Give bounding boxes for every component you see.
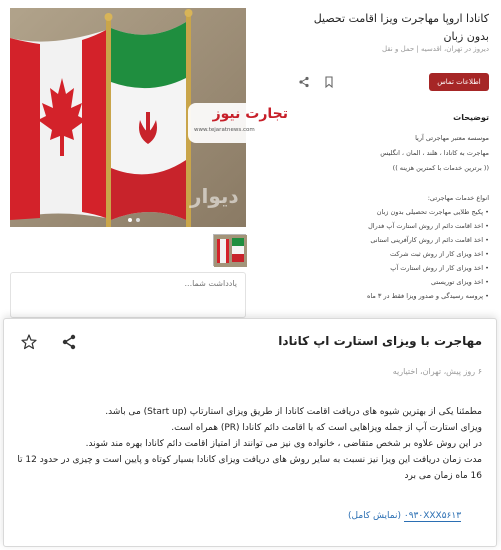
description-line: • اخذ ویزای کار از روش ثبت شرکت [390, 250, 489, 258]
share-icon[interactable] [297, 74, 311, 88]
listing-meta: دیروز در تهران، اقدسیه | حمل و نقل [381, 45, 489, 53]
watermark-brand: تجارت نیوز [212, 106, 288, 122]
description-line: (( برترین خدمات با کمترین هزینه )) [392, 164, 489, 172]
card-title: مهاجرت با ویزای استارت اپ کانادا [278, 334, 482, 348]
carousel-dot-active[interactable] [128, 218, 132, 222]
body-paragraph: مدت زمان دریافت این ویزا نیز نسبت به سایر روش های دریافت ویزای کانادا بسیار کوتاه و پایین است و چیزی در حدود 12 تا 16 ماه زمان می برد [17, 455, 482, 481]
description-line: • اخذ ویزای کار از روش استارت آپ [390, 264, 489, 272]
bookmark-icon[interactable] [322, 74, 336, 88]
description-heading: توضیحات [453, 113, 489, 122]
card-body [16, 404, 482, 484]
description-line: • اخذ ویزای توریستی [431, 278, 489, 286]
photo-thumbnail[interactable] [213, 234, 246, 266]
watermark-url: www.tejaratnews.com [194, 127, 255, 133]
description-line: • اخذ اقامت دائم از روش استارت آپ فدرال [368, 222, 489, 230]
description-line: انواع خدمات مهاجرتی: [427, 194, 489, 202]
phone-row [348, 511, 461, 521]
listing-title: کانادا اروپا مهاجرت ویزا اقامت تحصیل بدون زبان [313, 12, 489, 43]
body-paragraph: ویزای استارت آپ از جمله ویزاهایی است که با اقامت دائم کانادا (PR) همراه است. [171, 423, 482, 433]
star-icon[interactable] [20, 333, 38, 351]
card-meta: ۶ روز پیش، تهران، اختیاریه [392, 367, 482, 376]
thumbnail-image [214, 235, 247, 267]
body-paragraph: مطمئنا یکی از بهترین شیوه های دریافت اقامت کانادا از طریق ویزای استارتاپ (Start up) می باشد. [105, 407, 482, 417]
note-input[interactable] [11, 273, 245, 317]
ad-card[interactable] [3, 318, 497, 547]
carousel-dot[interactable] [136, 218, 140, 222]
description-line: • اخذ اقامت دائم از روش کارآفرینی استانی [370, 236, 489, 244]
description-line: موسسه معتبر مهاجرتی آریا [415, 134, 489, 142]
contact-info-button[interactable]: اطلاعات تماس [429, 73, 489, 91]
note-box[interactable] [10, 272, 246, 318]
description-line: • پکیج طلایی مهاجرت تحصیلی بدون زبان [376, 208, 489, 216]
description-line: مهاجرت به کانادا ، هلند ، المان ، انگلیس [380, 149, 489, 157]
share-icon[interactable] [60, 333, 78, 351]
show-full-link[interactable]: (نمایش کامل) [348, 511, 401, 521]
phone-number[interactable]: ۰۹۳۰XXX۵۶۱۳ [403, 511, 462, 521]
body-paragraph: در این روش علاوه بر شخص متقاضی ، خانواده وی نیز می توانند از امتیاز اقامت دائم کانادا بهره مند شوند. [85, 439, 482, 449]
description-line: • پروسه رسیدگی و صدور ویزا فقط در ۳ ماه [366, 292, 489, 300]
watermark-divar: دیوار [190, 184, 239, 208]
listing-photo[interactable] [10, 8, 288, 227]
